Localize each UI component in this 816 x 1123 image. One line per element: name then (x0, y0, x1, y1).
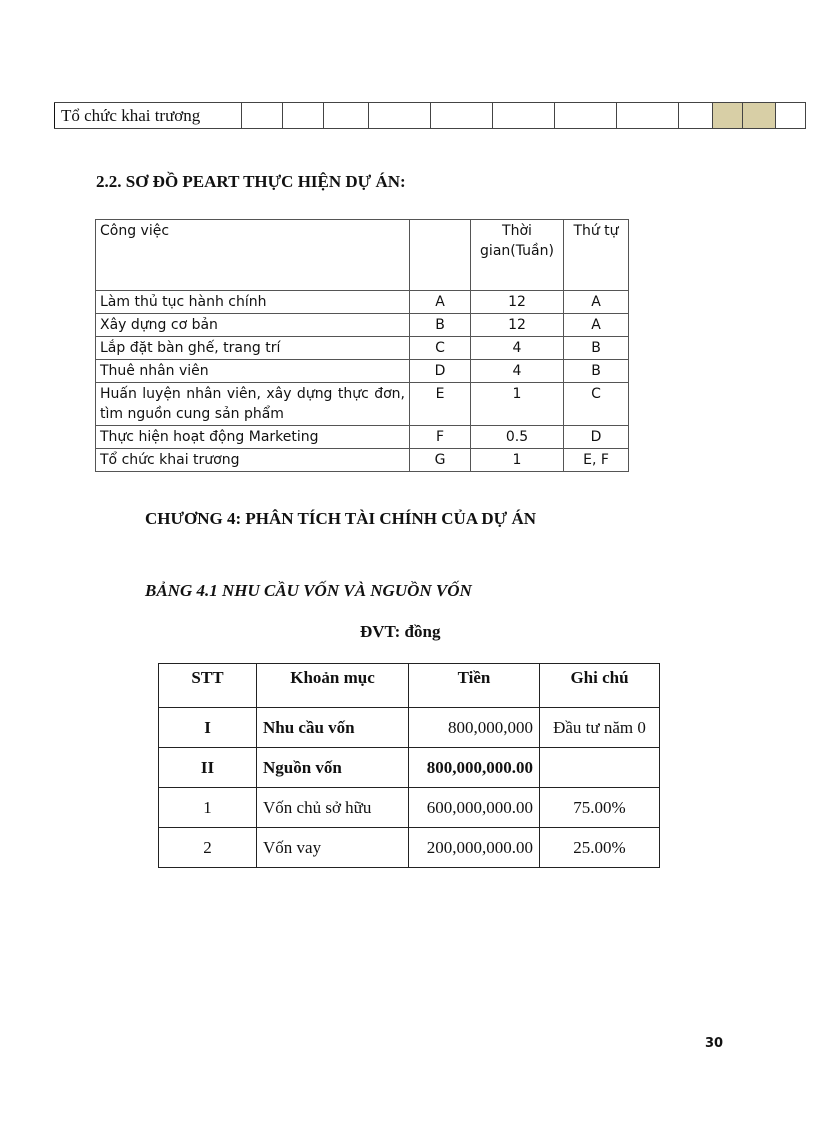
capital-header-amount: Tiền (409, 664, 540, 708)
pert-code: A (410, 291, 471, 314)
gantt-cell (617, 103, 679, 129)
pert-duration: 12 (471, 291, 564, 314)
pert-header-duration: Thời gian(Tuần) (471, 220, 564, 291)
pert-row (96, 449, 629, 472)
gantt-cell (555, 103, 617, 129)
pert-predecessor: E, F (564, 449, 629, 472)
gantt-cell (431, 103, 493, 129)
gantt-cell (679, 103, 713, 129)
pert-duration: 1 (471, 449, 564, 472)
pert-code: D (410, 360, 471, 383)
pert-code: C (410, 337, 471, 360)
pert-header-predecessor: Thứ tự (564, 220, 629, 291)
capital-item: Nguồn vốn (257, 748, 409, 788)
capital-note: Đầu tư năm 0 (540, 708, 660, 748)
capital-note (540, 748, 660, 788)
capital-stt: 1 (159, 788, 257, 828)
capital-stt: 2 (159, 828, 257, 868)
capital-row (159, 788, 660, 828)
capital-amount: 800,000,000 (409, 708, 540, 748)
gantt-cell (283, 103, 324, 129)
capital-item: Vốn vay (257, 828, 409, 868)
pert-predecessor: A (564, 314, 629, 337)
pert-table (95, 219, 629, 472)
pert-task: Lắp đặt bàn ghế, trang trí (96, 337, 410, 360)
gantt-cell-highlighted (743, 103, 776, 129)
pert-code: B (410, 314, 471, 337)
capital-header-stt: STT (159, 664, 257, 708)
pert-duration: 12 (471, 314, 564, 337)
gantt-cell (242, 103, 283, 129)
pert-duration: 0.5 (471, 426, 564, 449)
pert-predecessor: D (564, 426, 629, 449)
pert-code: E (410, 383, 471, 426)
capital-row (159, 748, 660, 788)
pert-header-code (410, 220, 471, 291)
gantt-row (55, 103, 806, 129)
gantt-fragment-table (54, 102, 806, 129)
pert-task: Làm thủ tục hành chính (96, 291, 410, 314)
capital-note: 75.00% (540, 788, 660, 828)
pert-duration: 1 (471, 383, 564, 426)
capital-table (158, 663, 660, 868)
capital-header-item: Khoản mục (257, 664, 409, 708)
capital-header-note: Ghi chú (540, 664, 660, 708)
capital-table-title: BẢNG 4.1 NHU CẦU VỐN VÀ NGUỒN VỐN (145, 581, 472, 600)
capital-amount: 600,000,000.00 (409, 788, 540, 828)
pert-duration: 4 (471, 360, 564, 383)
pert-task: Xây dựng cơ bản (96, 314, 410, 337)
capital-amount: 200,000,000.00 (409, 828, 540, 868)
pert-task: Tổ chức khai trương (96, 449, 410, 472)
capital-header-row (159, 664, 660, 708)
gantt-task-name: Tổ chức khai trương (55, 103, 242, 129)
capital-table-unit: ĐVT: đồng (360, 622, 441, 641)
gantt-cell (324, 103, 369, 129)
pert-row (96, 337, 629, 360)
pert-task: Thực hiện hoạt động Marketing (96, 426, 410, 449)
pert-header-row (96, 220, 629, 291)
pert-section-heading: 2.2. SƠ ĐỒ PEART THỰC HIỆN DỰ ÁN: (96, 172, 406, 191)
pert-predecessor: A (564, 291, 629, 314)
chapter-title: CHƯƠNG 4: PHÂN TÍCH TÀI CHÍNH CỦA DỰ ÁN (145, 509, 537, 528)
pert-duration: 4 (471, 337, 564, 360)
pert-task: Huấn luyện nhân viên, xây dựng thực đơn, tìm nguồn cung sản phẩm (96, 383, 410, 426)
capital-amount: 800,000,000.00 (409, 748, 540, 788)
capital-item: Nhu cầu vốn (257, 708, 409, 748)
pert-code: F (410, 426, 471, 449)
pert-code: G (410, 449, 471, 472)
gantt-cell (369, 103, 431, 129)
capital-note: 25.00% (540, 828, 660, 868)
pert-row (96, 360, 629, 383)
pert-row (96, 291, 629, 314)
page-number: 30 (705, 1036, 724, 1051)
pert-row (96, 383, 629, 426)
capital-stt: II (159, 748, 257, 788)
gantt-cell (776, 103, 806, 129)
pert-task: Thuê nhân viên (96, 360, 410, 383)
capital-item: Vốn chủ sở hữu (257, 788, 409, 828)
gantt-cell-highlighted (713, 103, 743, 129)
pert-header-task: Công việc (96, 220, 410, 291)
gantt-cell (493, 103, 555, 129)
pert-predecessor: B (564, 337, 629, 360)
pert-predecessor: B (564, 360, 629, 383)
capital-row (159, 708, 660, 748)
pert-predecessor: C (564, 383, 629, 426)
pert-row (96, 314, 629, 337)
capital-row (159, 828, 660, 868)
pert-row (96, 426, 629, 449)
capital-stt: I (159, 708, 257, 748)
